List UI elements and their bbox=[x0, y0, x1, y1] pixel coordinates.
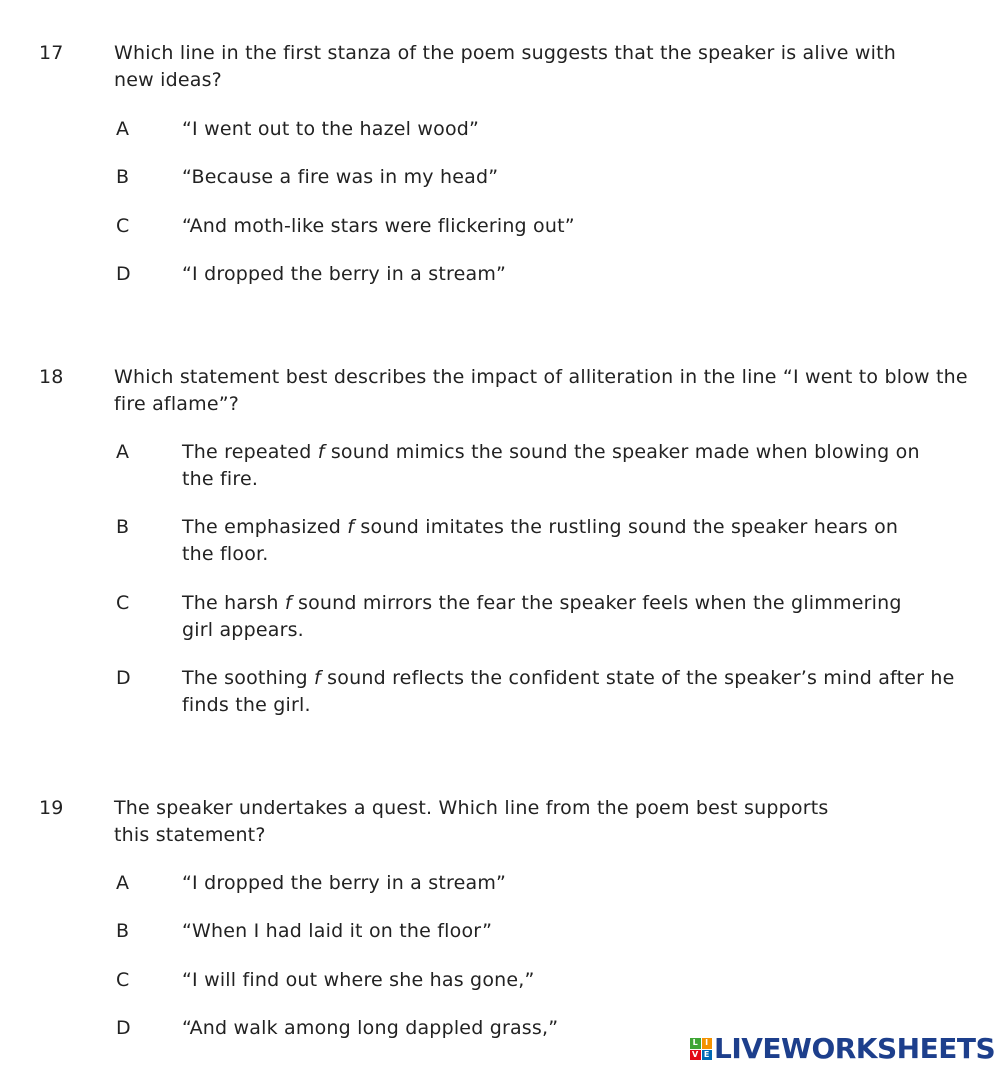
liveworksheets-logo-icon bbox=[690, 1038, 712, 1060]
text-segment: The harsh bbox=[182, 592, 285, 614]
option-text bbox=[182, 213, 575, 240]
option-text-line: “I will find out where she has gone,” bbox=[182, 969, 535, 991]
question-text bbox=[114, 795, 828, 849]
italic-letter: f bbox=[317, 441, 325, 463]
question-text-line: The speaker undertakes a quest. Which line from the poem best supports bbox=[114, 797, 829, 819]
option-text-line: “When I had laid it on the floor” bbox=[182, 920, 493, 942]
option-letter: C bbox=[116, 969, 130, 991]
option-text bbox=[182, 439, 920, 493]
option-letter: D bbox=[116, 1017, 131, 1039]
logo-mark-cell: V bbox=[690, 1050, 701, 1061]
option-text-line: finds the girl. bbox=[182, 694, 311, 716]
option-text-line bbox=[182, 590, 902, 617]
option-text-line: girl appears. bbox=[182, 619, 304, 641]
option-text-line: the floor. bbox=[182, 543, 269, 565]
option-text-line: “Because a fire was in my head” bbox=[182, 166, 499, 188]
question-text-line: fire aflame”? bbox=[114, 393, 240, 415]
text-segment: The soothing bbox=[182, 667, 315, 689]
option-letter: C bbox=[116, 215, 130, 237]
option-letter: B bbox=[116, 166, 130, 188]
question-text bbox=[114, 40, 896, 94]
option-text bbox=[182, 590, 902, 644]
option-letter: D bbox=[116, 263, 131, 285]
option-text bbox=[182, 1015, 558, 1042]
option-text-line: “I dropped the berry in a stream” bbox=[182, 872, 507, 894]
liveworksheets-logo[interactable] bbox=[690, 1032, 995, 1066]
question-text-line: this statement? bbox=[114, 824, 266, 846]
option-letter: A bbox=[116, 118, 130, 140]
text-segment: sound reflects the confident state of the speaker’s mind after he bbox=[320, 667, 955, 689]
option-text-line bbox=[182, 665, 955, 692]
text-segment: sound mirrors the fear the speaker feels when the glimmering bbox=[291, 592, 902, 614]
option-text-line: the fire. bbox=[182, 468, 259, 490]
option-text bbox=[182, 164, 498, 191]
option-text bbox=[182, 870, 506, 897]
logo-mark-cell: L bbox=[690, 1038, 701, 1049]
option-letter: D bbox=[116, 667, 131, 689]
option-text bbox=[182, 967, 535, 994]
option-letter: A bbox=[116, 872, 130, 894]
logo-mark-cell: I bbox=[702, 1038, 713, 1049]
logo-text: LIVEWORKSHEETS bbox=[714, 1032, 996, 1065]
option-text bbox=[182, 665, 955, 719]
option-text-line: “And moth-like stars were flickering out” bbox=[182, 215, 575, 237]
question-text-line: new ideas? bbox=[114, 69, 222, 91]
italic-letter: f bbox=[284, 592, 292, 614]
question-text bbox=[114, 364, 968, 418]
option-text bbox=[182, 261, 506, 288]
option-letter: C bbox=[116, 592, 130, 614]
logo-mark-cell: E bbox=[702, 1050, 713, 1061]
question-number: 18 bbox=[39, 366, 64, 388]
option-text-line bbox=[182, 514, 898, 541]
question-number: 17 bbox=[39, 42, 64, 64]
option-text bbox=[182, 116, 479, 143]
question-text-line: Which line in the first stanza of the poem suggests that the speaker is alive with bbox=[114, 42, 897, 64]
question-number: 19 bbox=[39, 797, 64, 819]
option-letter: B bbox=[116, 516, 130, 538]
option-text-line bbox=[182, 439, 920, 466]
option-text-line: “I dropped the berry in a stream” bbox=[182, 263, 507, 285]
text-segment: The repeated bbox=[182, 441, 318, 463]
question-text-line: Which statement best describes the impact of alliteration in the line “I went to blow the bbox=[114, 366, 968, 388]
option-text-line: “And walk among long dappled grass,” bbox=[182, 1017, 559, 1039]
italic-letter: f bbox=[347, 516, 355, 538]
italic-letter: f bbox=[314, 667, 321, 689]
option-text bbox=[182, 514, 898, 568]
text-segment: sound imitates the rustling sound the speaker hears on bbox=[354, 516, 899, 538]
option-text-line: “I went out to the hazel wood” bbox=[182, 118, 480, 140]
option-text bbox=[182, 918, 492, 945]
text-segment: The emphasized bbox=[182, 516, 348, 538]
text-segment: sound mimics the sound the speaker made when blowing on bbox=[324, 441, 920, 463]
option-letter: B bbox=[116, 920, 130, 942]
option-letter: A bbox=[116, 441, 130, 463]
